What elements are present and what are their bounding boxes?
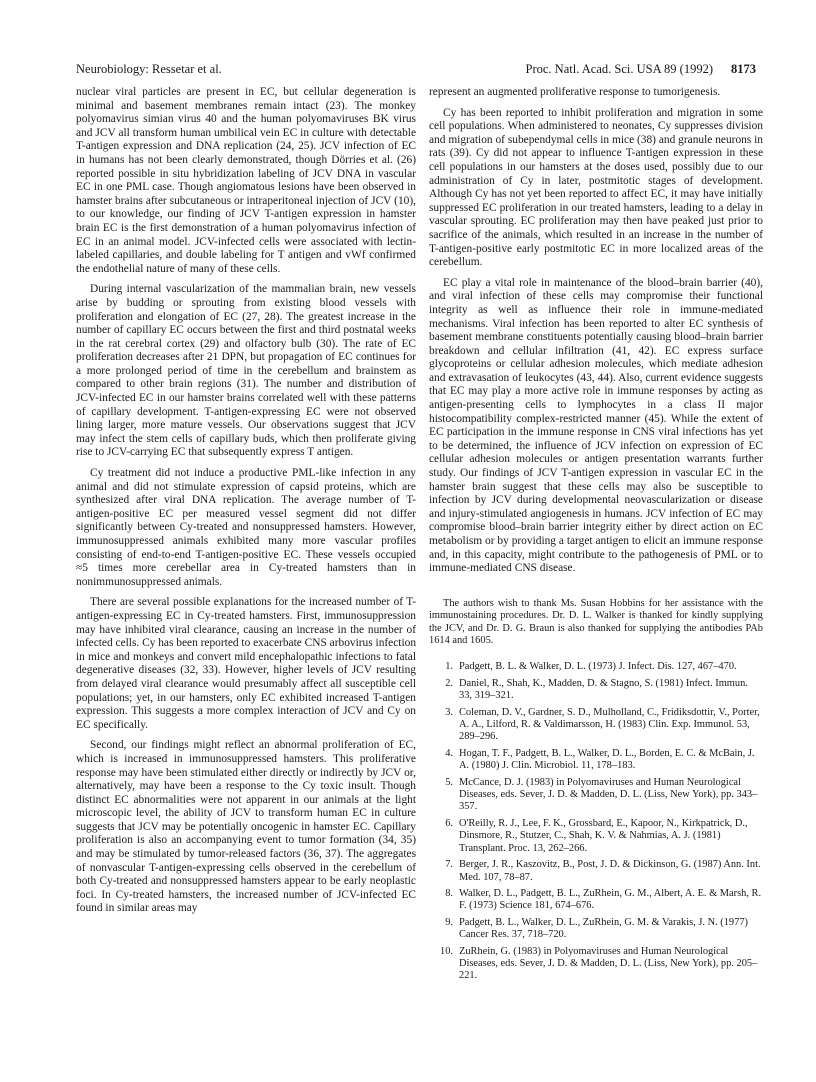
reference-item: [429, 661, 763, 673]
body-paragraph: represent an augmented proliferative response to tumorigenesis.: [429, 86, 721, 98]
right-column: [429, 86, 763, 987]
running-title: Neurobiology: Ressetar et al.: [76, 62, 222, 76]
page-number: 8173: [731, 62, 756, 76]
reference-text: McCance, D. J. (1983) in Polyomaviruses and Human Neurological Diseases, eds. Sever, J. D. & Madden, D. L. (Liss, New York), pp. 343–357.: [459, 776, 758, 813]
reference-number: 1.: [445, 661, 453, 673]
reference-text: O'Reilly, R. J., Lee, F. K., Grossbard, E., Kapoor, N., Kirkpatrick, D., Dinsmore, R., Stutzer, C., Shah, K. V. & Nahmias, A. J. (1981) Transplant. Proc. 13, 262–266.: [459, 817, 748, 854]
journal-citation: [526, 62, 756, 77]
reference-number: 8.: [445, 887, 453, 899]
reference-text: Daniel, R., Shah, K., Madden, D. & Stagno, S. (1981) Infect. Immun. 33, 319–321.: [459, 677, 748, 702]
reference-number: 10.: [440, 945, 453, 957]
reference-item: [429, 818, 763, 855]
acknowledgments: The authors wish to thank Ms. Susan Hobbins for her assistance with the immunostaining procedures. Dr. D. L. Walker is thanked for kindly supplying the JCV, and Dr. D. G. Braun is also thanked for supplying the antibodies PAb 1614 and 1605.: [429, 597, 763, 646]
reference-number: 6.: [445, 817, 453, 829]
reference-item: [429, 777, 763, 814]
body-paragraph: Second, our findings might reflect an abnormal proliferation of EC, which is increased in immunosuppressed hamsters. This proliferative response may have been stimulated either directly or indirectly by JCV or, alternatively, may have been a response to the Cy toxic insult. Though distinct EC abnormalities were not apparent in our animals at the light microscopic level, the ability of JCV to transform human EC in culture suggests that JCV may be potentially oncogenic in hamster EC. Capillary proliferation is also an accompanying event to tumor formation (34, 35) and may be stimulated by tumor-released factors (36, 37). The aggregates of nonvascular T-antigen-expressing cells observed in the cerebellum of both Cy-treated and nonsuppressed hamsters appear to be early neoplastic foci. In Cy-treated hamsters, the increased number of JCV-infected EC found in similar areas may: [76, 739, 416, 915]
reference-item: [429, 678, 763, 703]
reference-text: Hogan, T. F., Padgett, B. L., Walker, D. L., Borden, E. C. & McBain, J. A. (1980) J. Clin. Microbiol. 11, 178–183.: [459, 747, 755, 772]
reference-text: Berger, J. R., Kaszovitz, B., Post, J. D. & Dickinson, G. (1987) Ann. Int. Med. 107, 78–87.: [459, 859, 761, 883]
running-header: [76, 62, 756, 78]
reference-item: [429, 888, 763, 913]
reference-number: 7.: [445, 859, 453, 871]
reference-text: ZuRhein, G. (1983) in Polyomaviruses and Human Neurological Diseases, eds. Sever, J. D. & Madden, D. L. (Liss, New York), pp. 205–221.: [459, 945, 758, 982]
reference-item: [429, 707, 763, 744]
reference-text: Padgett, B. L., Walker, D. L., ZuRhein, G. M. & Varakis, J. N. (1977) Cancer Res. 37, 718–720.: [459, 916, 748, 941]
reference-list: [429, 661, 763, 982]
reference-number: 5.: [445, 776, 453, 788]
body-paragraph: Cy has been reported to inhibit proliferation and migration in some cell populations. When administered to neonates, Cy suppresses division and migration of subependymal cells in mice (38) and granule neurons in rats (39). Cy did not appear to influence T-antigen expression in these cell populations in our hamsters at the doses used, possibly due to our administration of Cy in later, postmitotic stages of development. Although Cy has not yet been reported to affect EC, it may have initially suppressed EC proliferation in our treated hamsters, leading to a delay in vascular sprouting. EC proliferation may then have peaked just prior to sacrifice of the animals, which resulted in an increase in the number of T-antigen-positive early postmitotic EC in more localized areas of the cerebellum.: [429, 106, 763, 269]
reference-number: 4.: [445, 747, 453, 759]
left-column: [76, 86, 416, 916]
reference-text: Walker, D. L., Padgett, B. L., ZuRhein, G. M., Albert, A. E. & Marsh, R. F. (1973) Science 181, 674–676.: [459, 887, 762, 912]
reference-item: [429, 946, 763, 983]
body-paragraph: nuclear viral particles are present in EC, but cellular degeneration is minimal and basement membranes remain intact (23). The monkey polyomavirus simian virus 40 and the human polyomaviruses BK virus and JCV all transform human umbilical vein EC in culture with detectable T-antigen expression and DNA replication (24, 25). JCV infection of EC in humans has not been clearly demonstrated, though Dörries et al. (26) reported possible in situ hybridization labeling of JCV DNA in vascular EC in one PML case. Though angiomatous lesions have been observed in hamster brains after subcutaneous or intraperitoneal injection of JCV (10), to our knowledge, our finding of JCV T-antigen expression in hamster brain EC is the first demonstration of a human polyomavirus infection of EC in an animal model. JCV-infected cells were associated with lectin-labeled capillaries, and double labeling for T antigen and vWf confirmed the endothelial nature of many of these cells.: [76, 86, 416, 275]
body-paragraph: EC play a vital role in maintenance of the blood–brain barrier (40), and viral infection of these cells may compromise their functional integrity as well as influence their role in immune-mediated mechanisms. Viral infection has been reported to alter EC synthesis of basement membrane constituents potentially causing blood–brain barrier breakdown and cellular infiltration (41, 42). EC express surface glycoproteins or cellular adhesion molecules, which mediate adhesion and extravasation of leukocytes (43, 44). Also, current evidence suggests that EC may play a more active role in immune responses by acting as antigen-presenting cells to lymphocytes in a class II major histocompatibility complex-restricted manner (45). While the extent of EC participation in the immune response in CNS viral infections has yet to be determined, the influence of JCV infection on expression of EC cellular adhesion molecules or antigen presentation warrants further study. Our findings of JCV T-antigen expression in vascular EC in the hamster brain suggest that these cells may also be susceptible to infection by JCV during developmental neovascularization or disease and injury-stimulated angiogenesis in humans. JCV infection of EC may compromise blood–brain barrier integrity either by direct action on EC metabolism or by providing a target antigen to elicit an immune response and, in this capacity, might contribute to the pathogenesis of PML or to immune-mediated CNS disease.: [429, 276, 763, 575]
reference-number: 2.: [445, 677, 453, 689]
reference-text: Coleman, D. V., Gardner, S. D., Mulholland, C., Fridiksdottir, V., Porter, A. A., Lilford, R. & Valdimarsson, H. (1983) Clin. Exp. Immunol. 53, 289–296.: [459, 706, 760, 743]
journal-name: Proc. Natl. Acad. Sci. USA 89 (1992): [525, 62, 713, 76]
reference-item: [429, 748, 763, 773]
body-paragraph: During internal vascularization of the mammalian brain, new vessels arise by budding or sprouting from existing blood vessels with proliferation and elongation of EC (27, 28). The greatest increase in the number of capillary EC occurs between the first and third postnatal weeks in the rat cerebral cortex (29) and olfactory bulb (30). The rate of EC proliferation decreases after 21 DPN, but propagation of EC continues for a more prolonged period of time in the cerebellum and brainstem as compared to other brain regions (31). The number and distribution of JCV-infected EC in our hamster brains correlated well with these patterns of capillary development. T-antigen-expressing EC were not observed lining larger, more mature vessels. Our observations suggest that JCV may infect the stem cells of capillary buds, which then proliferate giving rise to JCV-carrying EC that subsequently express T antigen.: [76, 283, 416, 459]
reference-text: Padgett, B. L. & Walker, D. L. (1973) J. Infect. Dis. 127, 467–470.: [459, 661, 737, 673]
reference-number: 9.: [445, 916, 453, 928]
reference-item: [429, 917, 763, 942]
body-paragraph: There are several possible explanations for the increased number of T-antigen-expressing EC in Cy-treated hamsters. First, immunosuppression may have inhibited viral clearance, causing an increase in the number of infected cells. Cy has been reported to exacerbate CNS arbovirus infection in mice and monkeys and convert mild encephalopathic infections to fatal degenerative diseases (32, 33). However, higher levels of JCV resulting from delayed viral clearance would presumably affect all susceptible cell populations; yet, in our hamsters, only EC exhibited increased T-antigen expression. This suggests a more complex interaction of JCV and Cy on EC specifically.: [76, 596, 417, 731]
reference-item: [429, 859, 763, 884]
reference-number: 3.: [445, 706, 453, 718]
body-paragraph: Cy treatment did not induce a productive PML-like infection in any animal and did not stimulate expression of capsid proteins, which are synthesized after viral DNA replication. The average number of T-antigen-positive EC per measured vessel segment did not differ significantly between Cy-treated and nonsuppressed hamsters. However, immunosuppressed animals exhibited many more vascular profiles consisting of end-to-end T-antigen-positive EC. These vessels occupied ≈5 times more cerebellar area in Cy-treated hamsters than in nonimmunosuppressed animals.: [76, 467, 416, 588]
